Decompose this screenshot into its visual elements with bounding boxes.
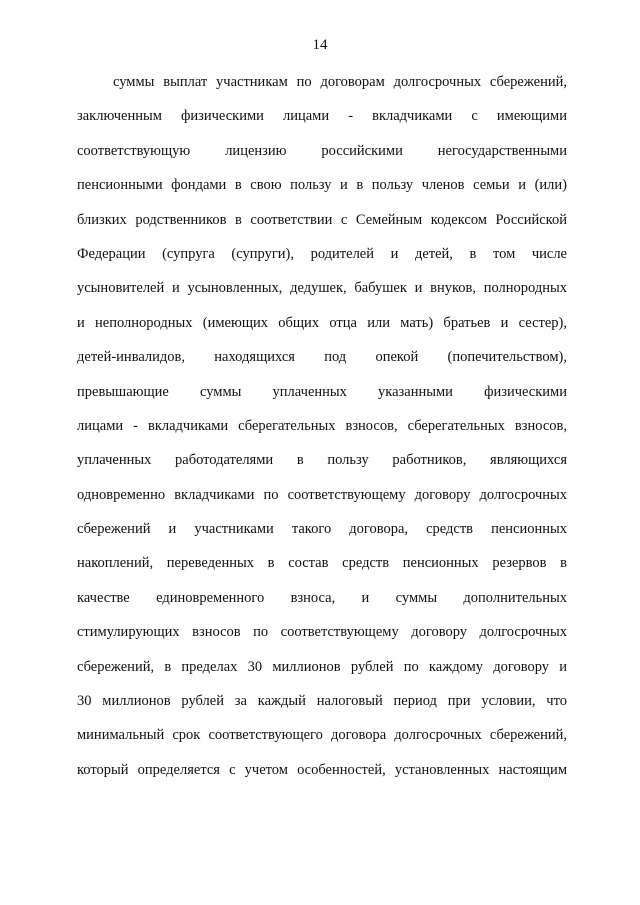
text-line: лицами - вкладчиками сберегательных взносов, сберегательных взносов, [77, 417, 567, 434]
text-line: качестве единовременного взноса, и суммы дополнительных [77, 589, 567, 606]
text-line: пенсионными фондами в свою пользу и в пользу членов семьи и (или) [77, 177, 567, 194]
text-line: близких родственников в соответствии с Семейным кодексом Российской [77, 211, 567, 228]
text-line: суммы выплат участникам по договорам долгосрочных сбережений, [113, 74, 567, 90]
text-line: стимулирующих взносов по соответствующему договору долгосрочных [77, 624, 567, 641]
text-line: соответствующую лицензию российскими негосударственными [77, 142, 567, 159]
text-line: уплаченных работодателями в пользу работников, являющихся [77, 452, 567, 469]
text-line: Федерации (супруга (супруги), родителей и детей, в том числе [77, 245, 567, 262]
text-line: усыновителей и усыновленных, дедушек, бабушек и внуков, полнородных [77, 280, 567, 297]
text-line: заключенным физическими лицами - вкладчиками с имеющими [77, 108, 567, 125]
text-line: минимальный срок соответствующего договора долгосрочных сбережений, [77, 727, 567, 744]
text-line: 30 миллионов рублей за каждый налоговый период при условии, что [77, 693, 567, 710]
body-paragraph [77, 72, 567, 794]
text-line: одновременно вкладчиками по соответствующему договору долгосрочных [77, 486, 567, 503]
text-line: сбережений, в пределах 30 миллионов рублей по каждому договору и [77, 658, 567, 675]
text-line: детей-инвалидов, находящихся под опекой (попечительством), [77, 349, 567, 366]
text-line: накоплений, переведенных в состав средств пенсионных резервов в [77, 555, 567, 572]
text-line: и неполнородных (имеющих общих отца или мать) братьев и сестер), [77, 314, 567, 331]
text-line: превышающие суммы уплаченных указанными физическими [77, 383, 567, 400]
text-line: сбережений и участниками такого договора, средств пенсионных [77, 521, 567, 538]
page-number: 14 [312, 37, 328, 53]
text-line: который определяется с учетом особенностей, установленных настоящим [77, 761, 567, 778]
